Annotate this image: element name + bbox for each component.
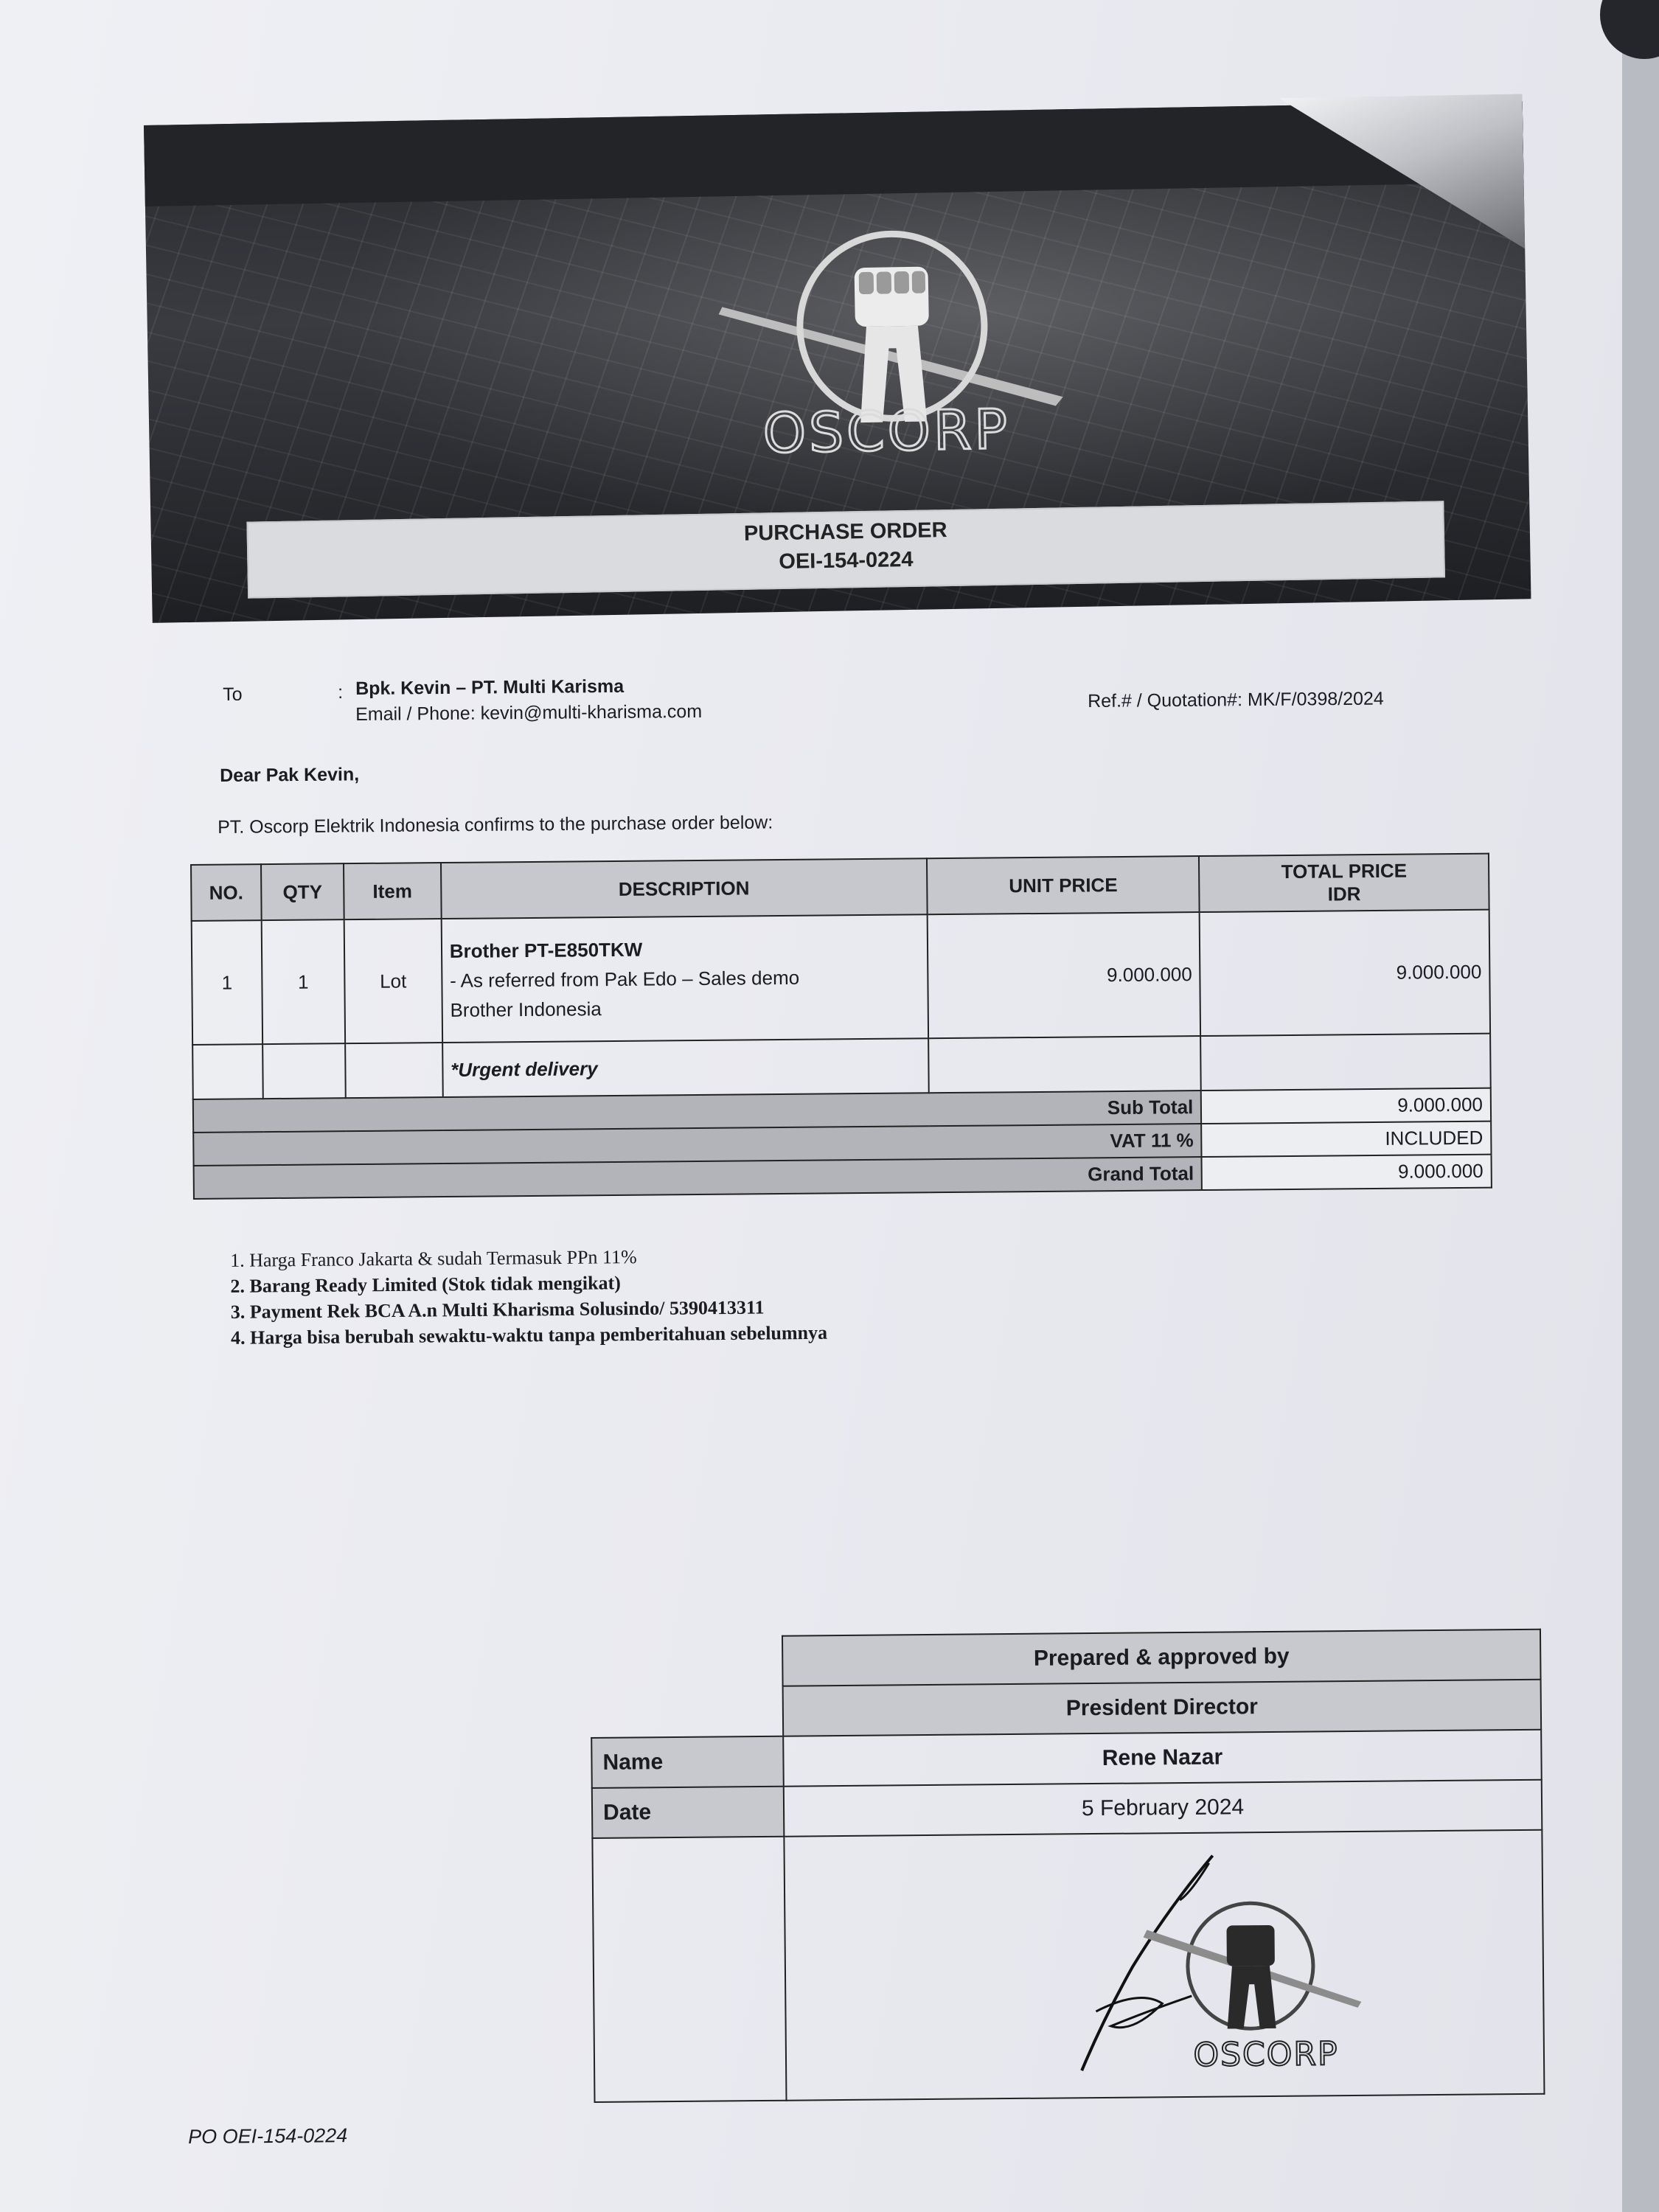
- empty-cell: [592, 1837, 786, 2102]
- document-title: PURCHASE ORDER: [743, 518, 947, 546]
- list-item: 2. Barang Ready Limited (Stok tidak mengikat): [249, 1268, 827, 1299]
- description-line: Brother Indonesia: [450, 998, 602, 1021]
- recipient-contact: Email / Phone: kevin@multi-kharisma.com: [355, 700, 703, 725]
- terms-list: [220, 1242, 827, 1351]
- vat-label: VAT 11 %: [193, 1124, 1202, 1166]
- list-item: 3. Payment Rek BCA A.n Multi Kharisma Solusindo/ 5390413311: [250, 1294, 827, 1325]
- row-qty: 1: [262, 919, 345, 1044]
- col-qty-header: QTY: [261, 863, 344, 920]
- recipient-name: Bpk. Kevin – PT. Multi Karisma: [355, 675, 625, 699]
- to-colon: :: [338, 681, 344, 703]
- desk-background: [1622, 0, 1659, 2212]
- product-name: Brother PT-E850TKW: [449, 938, 643, 962]
- stamp-logo-text: OSCORP: [1193, 2035, 1339, 2074]
- order-table: [190, 853, 1492, 1200]
- approver-name: Rene Nazar: [783, 1730, 1542, 1787]
- row-no: 1: [192, 920, 262, 1045]
- document-title-box: [246, 501, 1445, 598]
- table-row: [192, 910, 1490, 1045]
- col-total-price-header: [1199, 854, 1489, 912]
- list-item: 1. Harga Franco Jakarta & sudah Termasuk PPn 11%: [249, 1242, 827, 1273]
- col-unit-price-header: UNIT PRICE: [927, 856, 1200, 914]
- name-label: Name: [591, 1736, 784, 1788]
- banner-brand-text: OSCORP: [762, 397, 1011, 466]
- intro-text: PT. Oscorp Elektrik Indonesia confirms to the purchase order below:: [218, 812, 773, 838]
- approver-position: President Director: [783, 1680, 1542, 1736]
- vat-value: INCLUDED: [1202, 1121, 1492, 1157]
- urgent-note: *Urgent delivery: [442, 1038, 929, 1097]
- greeting: Dear Pak Kevin,: [220, 764, 360, 786]
- row-item: Lot: [344, 919, 442, 1043]
- col-item-header: Item: [344, 863, 442, 919]
- subtotal-label: Sub Total: [193, 1091, 1202, 1133]
- grand-total-label: Grand Total: [194, 1157, 1203, 1199]
- header-banner: [144, 101, 1531, 623]
- row-description: [441, 914, 928, 1043]
- approval-header: Prepared & approved by: [782, 1630, 1541, 1686]
- approval-date: 5 February 2024: [784, 1780, 1543, 1837]
- po-number: OEI-154-0224: [779, 547, 914, 574]
- currency-label: IDR: [1327, 883, 1361, 905]
- stamp-fist-icon: [1143, 1902, 1361, 2030]
- signature-stamp: [1020, 1839, 1465, 2086]
- row-total-price: 9.000.000: [1200, 910, 1490, 1036]
- total-price-header-label: TOTAL PRICE: [1281, 859, 1408, 883]
- approval-table: [590, 1629, 1545, 2103]
- list-item: 4. Harga bisa berubah sewaktu-waktu tanpa pemberitahuan sebelumnya: [250, 1320, 827, 1351]
- to-label: To: [223, 684, 243, 705]
- footer-po-reference: PO OEI-154-0224: [188, 2124, 348, 2148]
- col-description-header: DESCRIPTION: [441, 858, 928, 919]
- grand-total-value: 9.000.000: [1202, 1155, 1492, 1190]
- row-unit-price: 9.000.000: [927, 912, 1200, 1038]
- date-label: Date: [592, 1787, 785, 1838]
- col-no-header: NO.: [191, 864, 262, 921]
- signature-stroke: [1180, 1863, 1209, 1900]
- description-line: - As referred from Pak Edo – Sales demo: [450, 966, 800, 992]
- subtotal-value: 9.000.000: [1201, 1088, 1491, 1124]
- reference-number: Ref.# / Quotation#: MK/F/0398/2024: [1088, 688, 1384, 712]
- signature-cell: [784, 1830, 1544, 2101]
